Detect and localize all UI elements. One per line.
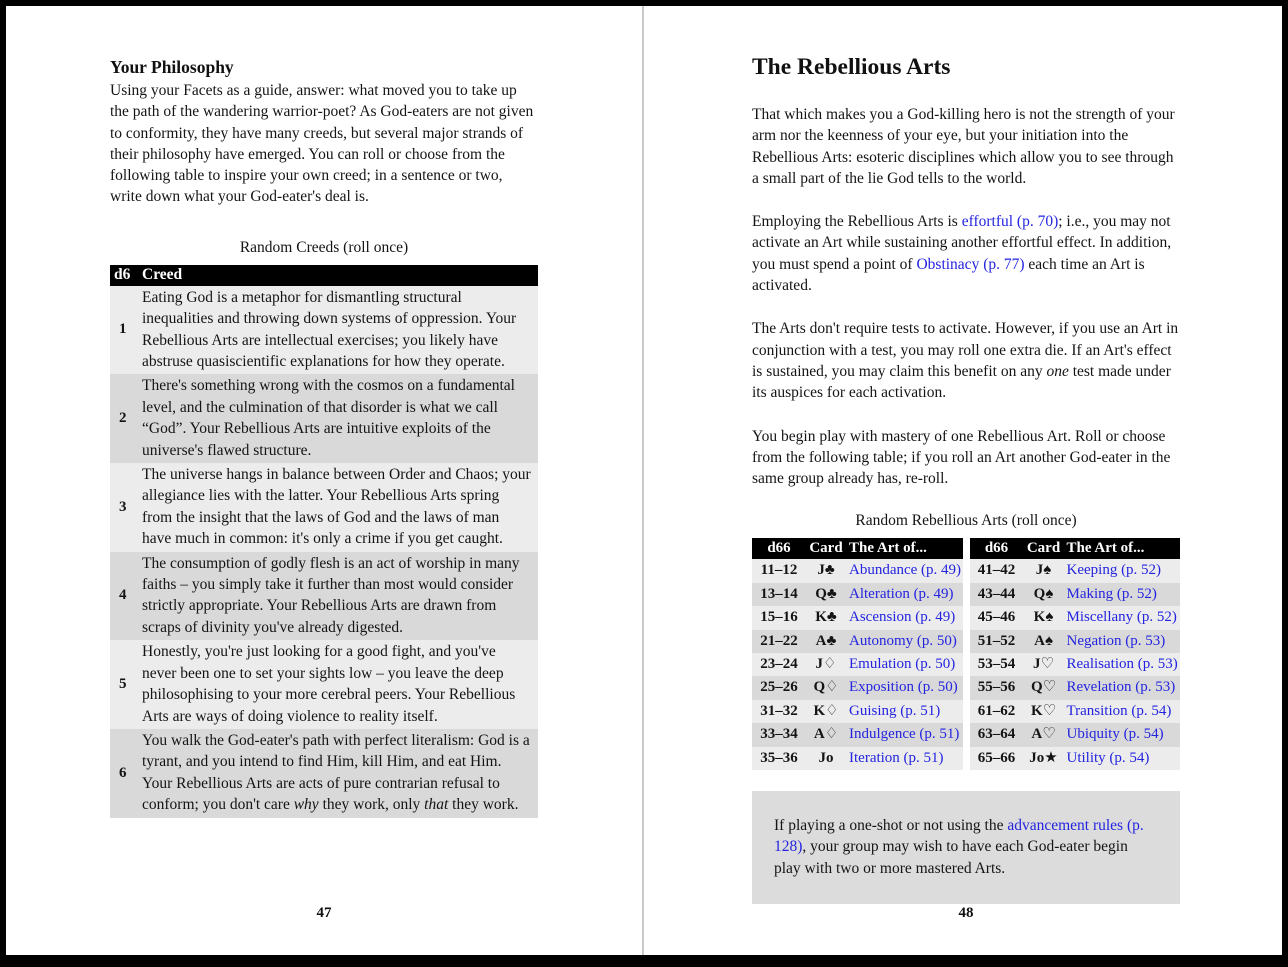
card-rank: Q	[1030, 679, 1043, 696]
art-row	[970, 559, 1181, 582]
arts-header-d66: d66	[970, 538, 1024, 559]
right-page-number: 48	[958, 905, 974, 921]
card-rank: J	[815, 656, 824, 673]
art-card	[1024, 630, 1064, 653]
text-run: , your group may wish to have each God-eater begin play with two or more mastered Arts.	[774, 838, 1128, 877]
philosophy-intro-paragraph: Using your Facets as a guide, answer: what moved you to take up the path of the wandering warrior-poet? As God-eaters are not given to conformity, they have many creeds, but several major strands of their philosophy have emerged. You can roll or choose from the following table to inspire your own creed; in a sentence or two, write down what your God-eater's deal is.	[110, 82, 534, 206]
art-card	[806, 559, 846, 582]
page-gutter-divider	[642, 6, 644, 955]
card-rank: Jo	[818, 749, 834, 766]
art-card	[1024, 700, 1064, 723]
card-rank: A	[1031, 726, 1043, 743]
art-d66-range: 41–42	[977, 562, 1016, 579]
art-row	[752, 559, 963, 582]
arts-paragraph-2	[752, 211, 1180, 296]
art-row	[970, 676, 1181, 699]
card-rank: A	[813, 726, 825, 743]
art-d66-range: 43–44	[977, 585, 1016, 602]
art-page-link[interactable]: Autonomy (p. 50)	[849, 632, 957, 649]
art-row	[970, 606, 1181, 629]
creed-text	[142, 463, 538, 552]
creed-roll-number: 6	[119, 764, 127, 781]
heart-suit-icon: ♡	[1042, 679, 1057, 696]
creeds-header-creed: Creed	[142, 265, 538, 286]
creed-text	[142, 729, 538, 818]
art-card	[1024, 723, 1064, 746]
art-card	[1024, 676, 1064, 699]
art-row	[970, 700, 1181, 723]
text-run: Eating God is a metaphor for dismantling structural inequalities and throwing down systems of oppression. Your Rebellious Arts are intellectual exercises; you likely have abstruse quasiscientific explanations for how they operate.	[142, 288, 517, 370]
art-page-link[interactable]: Making (p. 52)	[1066, 585, 1157, 602]
spade-suit-icon: ♠	[1044, 632, 1053, 649]
advancement-callout-box	[752, 791, 1180, 904]
art-d66-range: 61–62	[977, 702, 1016, 719]
art-row	[752, 630, 963, 653]
art-d66-range: 65–66	[977, 749, 1016, 766]
creed-row	[110, 286, 538, 375]
creed-row	[110, 640, 538, 729]
creed-roll-number: 2	[119, 410, 127, 427]
art-page-link[interactable]: Exposition (p. 50)	[849, 679, 958, 696]
art-cell	[846, 653, 963, 676]
heart-suit-icon: ♡	[1042, 726, 1056, 743]
art-cell	[1064, 723, 1181, 746]
right-page-column	[752, 52, 1180, 904]
text-run: There's something wrong with the cosmos on a fundamental level, and the culmination of that disorder is what we call “God”. Your Rebellious Arts are intuitive exploits of the universe's flawed structure.	[142, 377, 515, 459]
text-run: Honestly, you're just looking for a good fight, and you've never been one to set your sights low – you leave the deep philosophising to your more cerebral peers. Your Rebellious Arts are ways of doing violence to reality itself.	[142, 643, 516, 725]
card-rank: K	[1033, 609, 1046, 626]
random-arts-tables	[752, 538, 1180, 770]
creed-row	[110, 374, 538, 463]
art-cell	[846, 559, 963, 582]
art-cell	[846, 606, 963, 629]
art-card	[1024, 583, 1064, 606]
art-page-link[interactable]: Abundance (p. 49)	[849, 562, 962, 579]
arts-header-d66: d66	[752, 538, 806, 559]
art-cell	[846, 630, 963, 653]
text-run: The consumption of godly flesh is an act of worship in many faiths – you simply take it further than most would consider strictly appropriate. Your Rebellious Arts are drawn from scraps of divinity you've already digested.	[142, 554, 520, 636]
art-cell	[1064, 747, 1181, 770]
text-run: The universe hangs in balance between Order and Chaos; your allegiance lies with the latter. Your Rebellious Arts spring from the insight that the laws of God and the laws of man have much in common: it's only a crime if you get caught.	[142, 466, 531, 548]
art-d66-range: 13–14	[760, 585, 798, 602]
art-d66-range: 33–34	[760, 726, 798, 743]
art-d66-range: 53–54	[977, 656, 1016, 673]
art-card	[1024, 747, 1064, 770]
creeds-header-row	[110, 265, 538, 286]
art-card	[806, 700, 846, 723]
art-card	[1024, 559, 1064, 582]
text-run: That which makes you a God-killing hero is not the strength of your arm nor the keenness of your eye, but your initiation into the Rebellious Arts: esoteric disciplines which allow you to see through a small part of the lie God tells to the world.	[752, 106, 1175, 187]
text-run: You walk the God-eater's path with perfect literalism: God is a tyrant, and you intend to find Him, kill Him, and eat Him. Your Rebellious Arts are acts of pure contrarian refusal to conform; you don't care	[142, 731, 530, 814]
art-page-link[interactable]: Ascension (p. 49)	[849, 609, 956, 626]
art-cell	[846, 723, 963, 746]
art-row	[970, 723, 1181, 746]
left-page-number: 47	[316, 905, 332, 921]
art-row	[752, 747, 963, 770]
art-card	[806, 606, 846, 629]
spade-suit-icon: ♠	[1045, 585, 1054, 602]
creed-row	[110, 729, 538, 818]
card-rank: A	[1034, 632, 1045, 649]
art-cell	[1064, 700, 1181, 723]
art-d66-range: 63–64	[977, 726, 1016, 743]
arts-table-left	[752, 538, 963, 770]
arts-table-caption: Random Rebellious Arts (roll once)	[855, 512, 1077, 530]
art-page-link[interactable]: Guising (p. 51)	[849, 702, 941, 719]
creed-text	[142, 374, 538, 463]
card-rank: A	[815, 632, 827, 649]
creed-roll-number: 1	[119, 321, 127, 338]
art-cell	[846, 583, 963, 606]
text-run: each time an Art is activated.	[752, 255, 1145, 295]
arts-header-row	[752, 538, 963, 559]
art-d66-range: 31–32	[760, 702, 798, 719]
card-rank: J	[1035, 562, 1044, 579]
art-cell	[1064, 559, 1181, 582]
creed-roll-number: 5	[119, 675, 127, 692]
art-page-link[interactable]: Negation (p. 53)	[1066, 632, 1166, 649]
art-d66-range: 25–26	[760, 679, 798, 696]
art-page-link[interactable]: Ubiquity (p. 54)	[1066, 726, 1164, 743]
creed-row	[110, 552, 538, 641]
art-cell	[846, 747, 963, 770]
art-d66-range: 21–22	[760, 632, 798, 649]
art-card	[806, 723, 846, 746]
art-page-link[interactable]: Revelation (p. 53)	[1066, 679, 1176, 696]
art-page-link[interactable]: Miscellany (p. 52)	[1066, 609, 1177, 626]
art-d66-range: 55–56	[977, 679, 1016, 696]
random-creeds-table	[110, 265, 538, 818]
italic-text: why	[293, 796, 319, 814]
spade-suit-icon: ♠	[1043, 562, 1052, 579]
right-page-heading: The Rebellious Arts	[752, 54, 951, 80]
card-rank: Jo	[1029, 749, 1045, 766]
art-page-link[interactable]: Emulation (p. 50)	[849, 656, 956, 673]
card-rank: K	[813, 702, 826, 719]
art-row	[970, 653, 1181, 676]
art-card	[1024, 653, 1064, 676]
creed-roll-number: 4	[119, 587, 127, 604]
text-run: test made under its auspices for each activation.	[752, 362, 1171, 402]
spade-suit-icon: ♠	[1045, 609, 1054, 626]
art-d66-range: 35–36	[760, 749, 798, 766]
art-card	[806, 583, 846, 606]
text-run: ; i.e., you may not activate an Art while sustaining another effortful effect. In addition, you must spend a point of	[752, 213, 1172, 273]
art-row	[752, 583, 963, 606]
heart-suit-icon: ♡	[1042, 702, 1057, 719]
art-page-link[interactable]: Utility (p. 54)	[1066, 749, 1150, 766]
creed-row	[110, 463, 538, 552]
page-paper	[6, 6, 1282, 955]
text-link[interactable]: advancement rules (p. 128)	[774, 817, 1144, 856]
left-page-column	[110, 56, 538, 818]
text-run: Employing the Rebellious Arts is	[752, 213, 962, 231]
arts-header-artof: The Art of...	[846, 538, 963, 559]
arts-paragraph-4	[752, 426, 1180, 490]
club-suit-icon: ♣	[824, 562, 835, 579]
diamond-suit-icon: ♢	[825, 679, 839, 696]
art-cell	[846, 676, 963, 699]
art-row	[752, 700, 963, 723]
creed-text	[142, 552, 538, 641]
text-run: The Arts don't require tests to activate. However, if you use an Art in conjunction with a test, you may roll one extra die. If an Art's effect is sustained, you may claim this benefit on any	[752, 320, 1179, 380]
arts-header-row	[970, 538, 1181, 559]
heart-suit-icon: ♡	[1040, 656, 1054, 673]
text-run: You begin play with mastery of one Rebellious Art. Roll or choose from the following table; if you roll an Art another God-eater in the same group already has, re-roll.	[752, 427, 1171, 488]
art-page-link[interactable]: Transition (p. 54)	[1066, 702, 1172, 719]
text-link[interactable]: Obstinacy (p. 77)	[916, 255, 1025, 273]
creed-text	[142, 640, 538, 729]
art-d66-range: 45–46	[977, 609, 1016, 626]
art-row	[970, 747, 1181, 770]
star-suit-icon: ★	[1044, 749, 1058, 766]
art-cell	[1064, 583, 1181, 606]
arts-header-card: Card	[1024, 538, 1064, 559]
art-cell	[1064, 676, 1181, 699]
art-row	[970, 583, 1181, 606]
art-card	[806, 676, 846, 699]
art-card	[806, 630, 846, 653]
art-row	[752, 676, 963, 699]
art-cell	[1064, 630, 1181, 653]
art-card	[806, 747, 846, 770]
art-row	[970, 630, 1181, 653]
art-page-link[interactable]: Alteration (p. 49)	[849, 585, 954, 602]
card-rank: Q	[815, 585, 827, 602]
club-suit-icon: ♣	[826, 632, 837, 649]
creeds-header-d6: d6	[110, 265, 142, 286]
card-rank: K	[1030, 702, 1043, 719]
club-suit-icon: ♣	[826, 585, 837, 602]
arts-header-artof: The Art of...	[1064, 538, 1181, 559]
text-run: they work, only	[318, 796, 425, 814]
left-page-heading: Your Philosophy	[110, 57, 234, 77]
arts-paragraph-1	[752, 104, 1180, 189]
arts-paragraph-3	[752, 318, 1180, 403]
card-rank: Q	[1033, 585, 1046, 602]
art-page-link[interactable]: Iteration (p. 51)	[849, 749, 944, 766]
text-run: they work.	[448, 796, 519, 814]
card-rank: K	[815, 609, 827, 626]
art-d66-range: 51–52	[977, 632, 1016, 649]
art-d66-range: 15–16	[760, 609, 798, 626]
art-row	[752, 653, 963, 676]
art-page-link[interactable]: Realisation (p. 53)	[1066, 656, 1178, 673]
art-row	[752, 723, 963, 746]
art-row	[752, 606, 963, 629]
art-card	[1024, 606, 1064, 629]
diamond-suit-icon: ♢	[823, 656, 837, 673]
text-run: If playing a one-shot or not using the	[774, 817, 1008, 835]
art-page-link[interactable]: Indulgence (p. 51)	[849, 726, 960, 743]
club-suit-icon: ♣	[826, 609, 837, 626]
italic-text: that	[424, 796, 449, 814]
card-rank: J	[817, 562, 825, 579]
art-card	[806, 653, 846, 676]
card-rank: Q	[813, 679, 826, 696]
arts-header-card: Card	[806, 538, 846, 559]
art-d66-range: 23–24	[760, 656, 798, 673]
italic-text: one	[1046, 362, 1069, 380]
art-cell	[1064, 606, 1181, 629]
diamond-suit-icon: ♢	[825, 702, 839, 719]
art-d66-range: 11–12	[760, 562, 798, 579]
art-cell	[1064, 653, 1181, 676]
text-link[interactable]: effortful (p. 70)	[961, 213, 1059, 231]
arts-table-right	[970, 538, 1181, 770]
art-page-link[interactable]: Keeping (p. 52)	[1066, 562, 1162, 579]
art-cell	[846, 700, 963, 723]
creeds-table-caption: Random Creeds (roll once)	[239, 238, 409, 256]
creed-text	[142, 286, 538, 375]
diamond-suit-icon: ♢	[824, 726, 839, 743]
card-rank: J	[1033, 656, 1041, 673]
creed-roll-number: 3	[119, 498, 127, 515]
